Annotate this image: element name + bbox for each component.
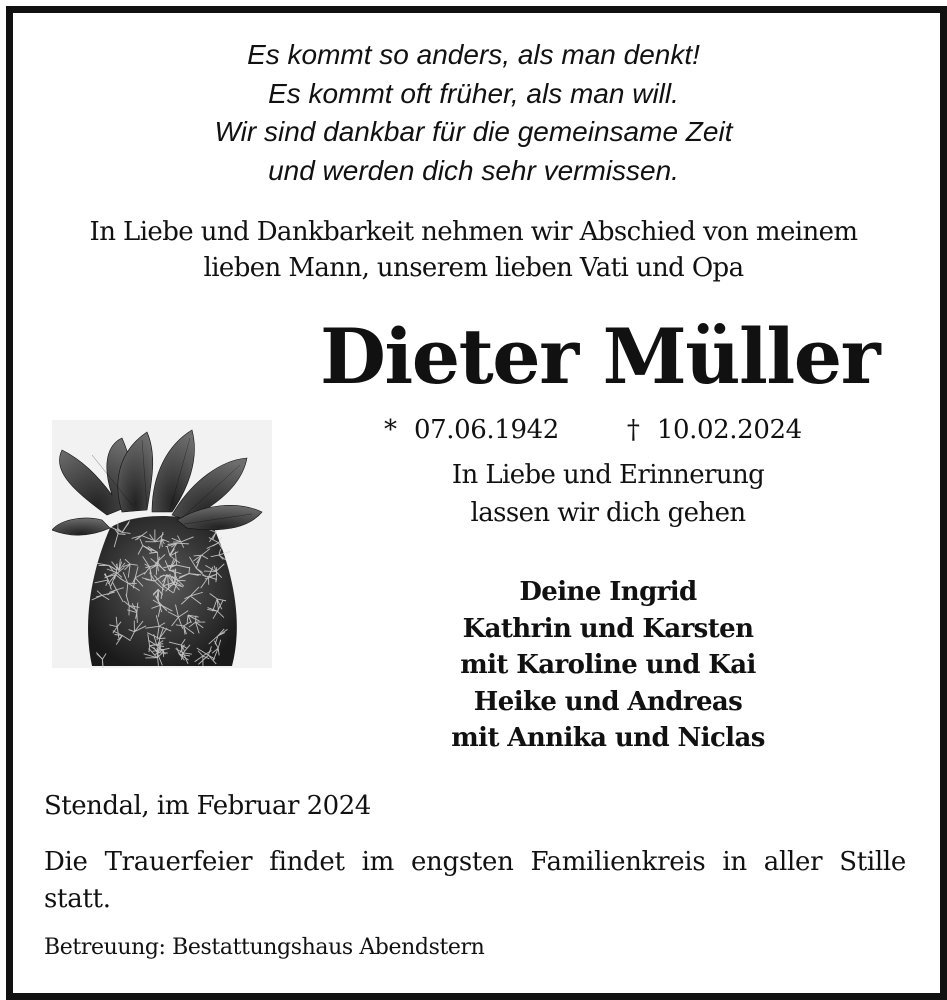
- family-names: [408, 574, 808, 757]
- death-date: 10.02.2024: [656, 415, 802, 445]
- death-cross-icon: †: [626, 415, 640, 445]
- deceased-name: Dieter Müller: [320, 312, 880, 401]
- funeral-home-note: Betreuung: Bestattungshaus Abendstern: [44, 935, 485, 960]
- family-line: Heike und Andreas: [473, 686, 743, 717]
- poem-line: und werden dich sehr vermissen.: [268, 154, 679, 186]
- intro-line: lieben Mann, unserem lieben Vati und Opa: [203, 253, 744, 283]
- intro-line: In Liebe und Dankbarkeit nehmen wir Abschied von meinem: [89, 217, 858, 247]
- poem-line: Es kommt oft früher, als man will.: [268, 77, 679, 109]
- poem-line: Es kommt so anders, als man denkt!: [247, 39, 700, 70]
- birth-date: 07.06.1942: [414, 415, 559, 445]
- family-line: Kathrin und Karsten: [462, 613, 754, 644]
- family-line: mit Annika und Niclas: [451, 723, 765, 753]
- memory-text: [408, 456, 808, 532]
- birth-star-icon: *: [384, 415, 397, 445]
- place-date: Stendal, im Februar 2024: [44, 791, 371, 821]
- service-note: Die Trauerfeier findet im engsten Familienkreis in aller Stille statt.: [44, 847, 906, 914]
- cactus-flower-icon: [52, 420, 272, 668]
- poem: [0, 36, 947, 190]
- memory-line: In Liebe und Erinnerung: [451, 460, 765, 490]
- family-line: mit Karoline und Kai: [460, 650, 756, 680]
- intro-text: [0, 214, 947, 286]
- family-line: Deine Ingrid: [519, 577, 697, 607]
- memory-line: lassen wir dich gehen: [470, 498, 746, 528]
- life-dates: [384, 410, 802, 450]
- poem-line: Wir sind dankbar für die gemeinsame Zeit: [214, 116, 733, 147]
